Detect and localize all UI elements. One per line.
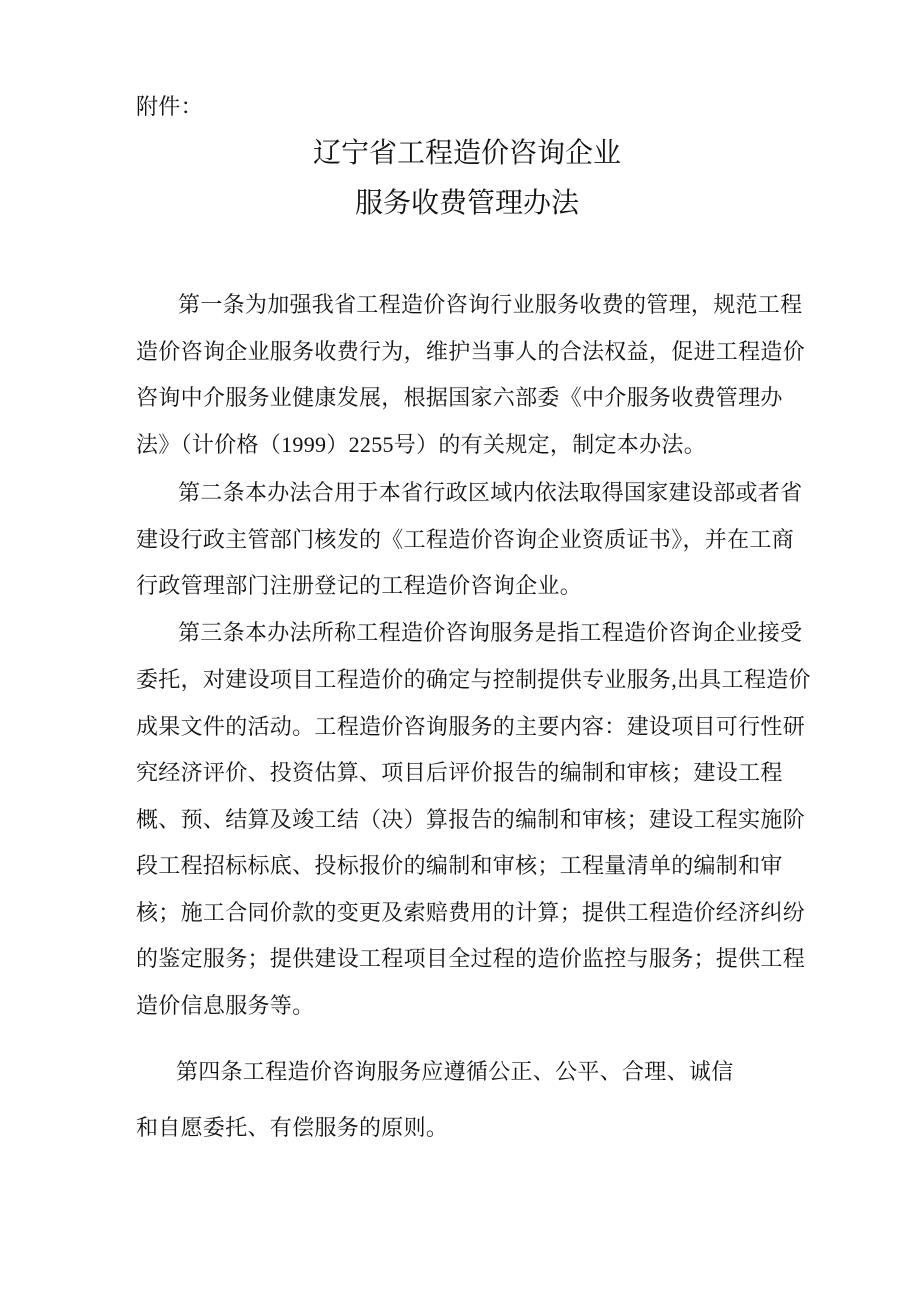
text-line: 第四条工程造价咨询服务应遵循公正、公平、合理、诚信 [176,1059,734,1084]
document-title-line-2: 服务收费管理办法 [354,188,579,219]
attachment-label: 附件： [136,94,203,119]
text-line: 第一条为加强我省工程造价咨询行业服务收费的管理，规范工程 [178,292,803,317]
text-line: 造价信息服务等。 [136,993,315,1018]
text-line: 究经济评价、投资估算、项目后评价报告的编制和审核；建设工程 [136,760,783,785]
text-line: 造价咨询企业服务收费行为，维护当事人的合法权益，促进工程造价 [136,339,806,364]
text-line: 行政管理部门注册登记的工程造价咨询企业。 [136,573,583,598]
text-line: 概、预、结算及竣工结（决）算报告的编制和审核；建设工程实施阶 [136,807,806,832]
document-title-line-1: 辽宁省工程造价咨询企业 [312,138,621,169]
text-line: 的鉴定服务；提供建设工程项目全过程的造价监控与服务；提供工程 [136,946,806,971]
text-line: 法》（计价格（1999）2255号）的有关规定，制定本办法。 [136,432,707,457]
text-line: 和自愿委托、有偿服务的原则。 [136,1115,449,1140]
text-line: 段工程招标标底、投标报价的编制和审核；工程量清单的编制和审 [136,853,783,878]
text-line: 委托，对建设项目工程造价的确定与控制提供专业服务,出具工程造价 [136,667,811,692]
text-line: 第二条本办法合用于本省行政区域内依法取得国家建设部或者省 [178,480,803,505]
text-line: 成果文件的活动。工程造价咨询服务的主要内容：建设项目可行性研 [136,714,806,739]
text-line: 第三条本办法所称工程造价咨询服务是指工程造价咨询企业接受 [178,620,803,645]
text-line: 核；施工合同价款的变更及索赔费用的计算；提供工程造价经济纠纷 [136,900,806,925]
text-line: 建设行政主管部门核发的《工程造价咨询企业资质证书》，并在工商 [136,527,795,552]
text-line: 咨询中介服务业健康发展，根据国家六部委《中介服务收费管理办 [136,385,783,410]
